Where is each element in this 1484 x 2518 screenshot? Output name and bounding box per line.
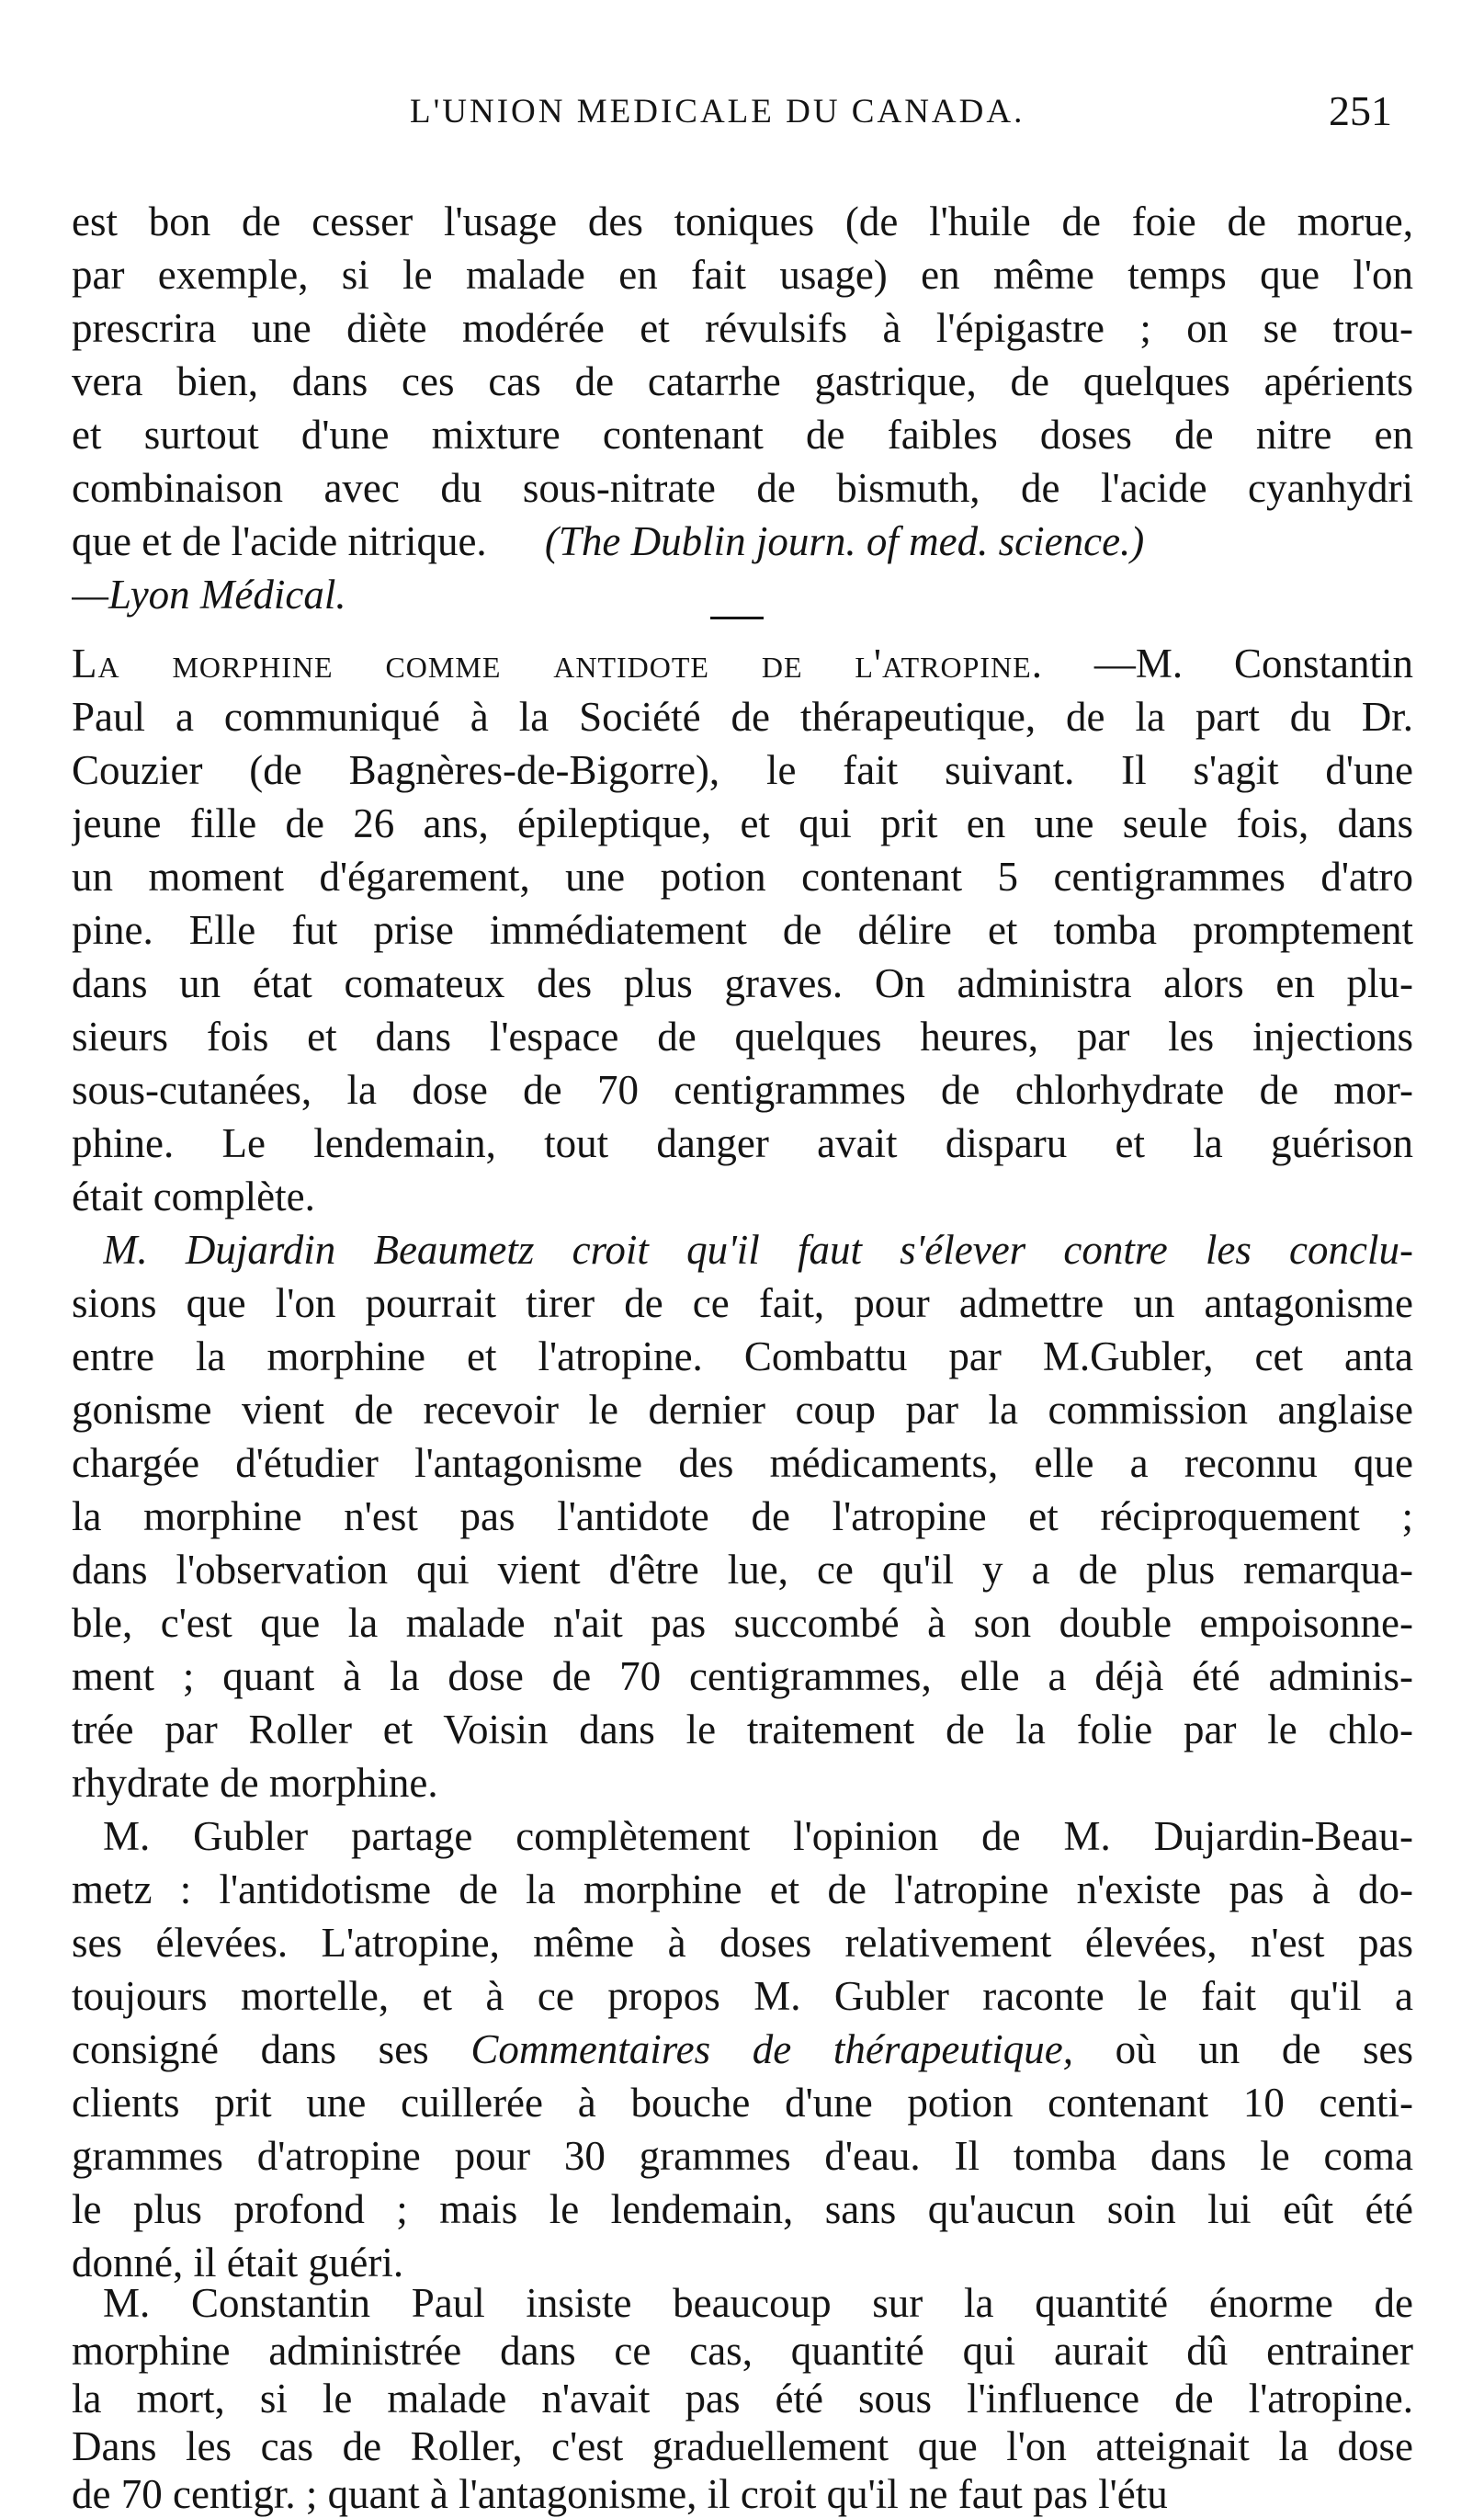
paragraph4-line: M. Constantin Paul insiste beaucoup sur la quantité énorme de (103, 2280, 1413, 2326)
paragraph2-line: dans l'observation qui vient d'être lue, ce qu'il y a de plus remarqua- (72, 1547, 1413, 1593)
paragraph2-line: chargée d'étudier l'antagonisme des médicaments, elle a reconnu que (72, 1440, 1413, 1486)
paragraph2-line: entre la morphine et l'atropine. Combattu par M.Gubler, cet anta (72, 1333, 1413, 1379)
paragraph3-title-line (72, 2023, 1413, 2076)
running-title: L'UNION MEDICALE DU CANADA. (410, 93, 1025, 130)
article2-line: dans un état comateux des plus graves. On administra alors en plu- (72, 960, 1413, 1006)
paragraph3-line-text: consigné dans ses (72, 2026, 429, 2072)
journal-citation: (The Dublin journ. of med. science.) (544, 518, 1145, 564)
paragraph4-line: morphine administrée dans ce cas, quantité qui aurait dû entrainer (72, 2328, 1413, 2374)
article2-line: sous-cutanées, la dose de 70 centigrammes de chlorhydrate de mor- (72, 1067, 1413, 1113)
article2-line: un moment d'égarement, une potion contenant 5 centigrammes d'atro (72, 854, 1413, 900)
paragraph2-line: gonisme vient de recevoir le dernier coup par la commission anglaise (72, 1387, 1413, 1433)
article2-line: jeune fille de 26 ans, épileptique, et qui prit en une seule fois, dans (72, 800, 1413, 846)
paragraph2-lead: M. Dujardin Beaumetz croit qu'il faut s'élever contre les conclu- (103, 1227, 1413, 1273)
article2-heading-rest: —M. Constantin (1093, 641, 1413, 686)
paragraph3-line-rest: où un de ses (1115, 2026, 1413, 2072)
paragraph2-line: sions que l'on pourrait tirer de ce fait, pour admettre un antagonisme (72, 1280, 1413, 1326)
article2-line: pine. Elle fut prise immédiatement de délire et tomba promptement (72, 907, 1413, 953)
paragraph3-line: metz : l'antidotisme de la morphine et de l'atropine n'existe pas à do- (72, 1866, 1413, 1912)
article2-line: était complète. (72, 1174, 315, 1219)
article1-line: est bon de cesser l'usage des toniques (de l'huile de foie de morue, (72, 198, 1413, 244)
paragraph2-line: la morphine n'est pas l'antidote de l'atropine et réciproquement ; (72, 1493, 1413, 1539)
article1-line: vera bien, dans ces cas de catarrhe gastrique, de quelques apérients (72, 358, 1413, 404)
article1-line: et surtout d'une mixture contenant de faibles doses de nitre en (72, 412, 1413, 458)
paragraph3-line: donné, il était guéri. (72, 2240, 404, 2285)
paragraph2-line: ment ; quant à la dose de 70 centigrammes, elle a déjà été adminis- (72, 1653, 1413, 1699)
article2-line: sieurs fois et dans l'espace de quelques heures, par les injections (72, 1014, 1413, 1060)
page-number: 251 (1329, 87, 1392, 134)
paragraph2-line: rhydrate de morphine. (72, 1760, 438, 1806)
work-title: Commentaires de thérapeutique, (470, 2026, 1074, 2072)
paragraph2-line: ble, c'est que la malade n'ait pas succombé à son double empoisonne- (72, 1600, 1413, 1646)
page-header (0, 87, 1484, 147)
article1-line: prescrira une diète modérée et révulsifs à l'épigastre ; on se trou- (72, 305, 1413, 351)
section-divider (710, 617, 764, 619)
paragraph3-line: grammes d'atropine pour 30 grammes d'eau. Il tomba dans le coma (72, 2133, 1413, 2179)
paragraph3-line: clients prit une cuillerée à bouche d'une potion contenant 10 centi- (72, 2080, 1413, 2126)
article2-line: phine. Le lendemain, tout danger avait disparu et la guérison (72, 1120, 1413, 1166)
article1-line-text: que et de l'acide nitrique. (72, 518, 487, 564)
paragraph3-line: le plus profond ; mais le lendemain, sans qu'aucun soin lui eût été (72, 2186, 1413, 2232)
article1-line: par exemple, si le malade en fait usage) en même temps que l'on (72, 252, 1413, 298)
paragraph4-line: la mort, si le malade n'avait pas été sous l'influence de l'atropine. (72, 2376, 1413, 2422)
article2-line: Couzier (de Bagnères-de-Bigorre), le fait suivant. Il s'agit d'une (72, 747, 1413, 793)
paragraph4-line: de 70 centigr. ; quant à l'antagonisme, il croit qu'il ne faut pas l'étu (72, 2471, 1168, 2517)
paragraph3-line: toujours mortelle, et à ce propos M. Gubler raconte le fait qu'il a (72, 1973, 1413, 2019)
article-heading: La morphine comme antidote de l'atropine. (72, 641, 1043, 686)
article2-line: Paul a communiqué à la Société de thérapeutique, de la part du Dr. (72, 694, 1413, 740)
article1-source: —Lyon Médical. (72, 572, 346, 618)
paragraph4-line: Dans les cas de Roller, c'est graduellement que l'on atteignait la dose (72, 2423, 1413, 2469)
paragraph3-line: ses élevées. L'atropine, même à doses relativement élevées, n'est pas (72, 1920, 1413, 1966)
paragraph3-line: M. Gubler partage complètement l'opinion de M. Dujardin-Beau- (103, 1813, 1413, 1859)
article1-last-line (72, 515, 1413, 568)
paragraph2-line: trée par Roller et Voisin dans le traitement de la folie par le chlo- (72, 1707, 1413, 1752)
article2-heading-line (72, 637, 1413, 690)
article1-line: combinaison avec du sous-nitrate de bismuth, de l'acide cyanhydri (72, 465, 1413, 511)
